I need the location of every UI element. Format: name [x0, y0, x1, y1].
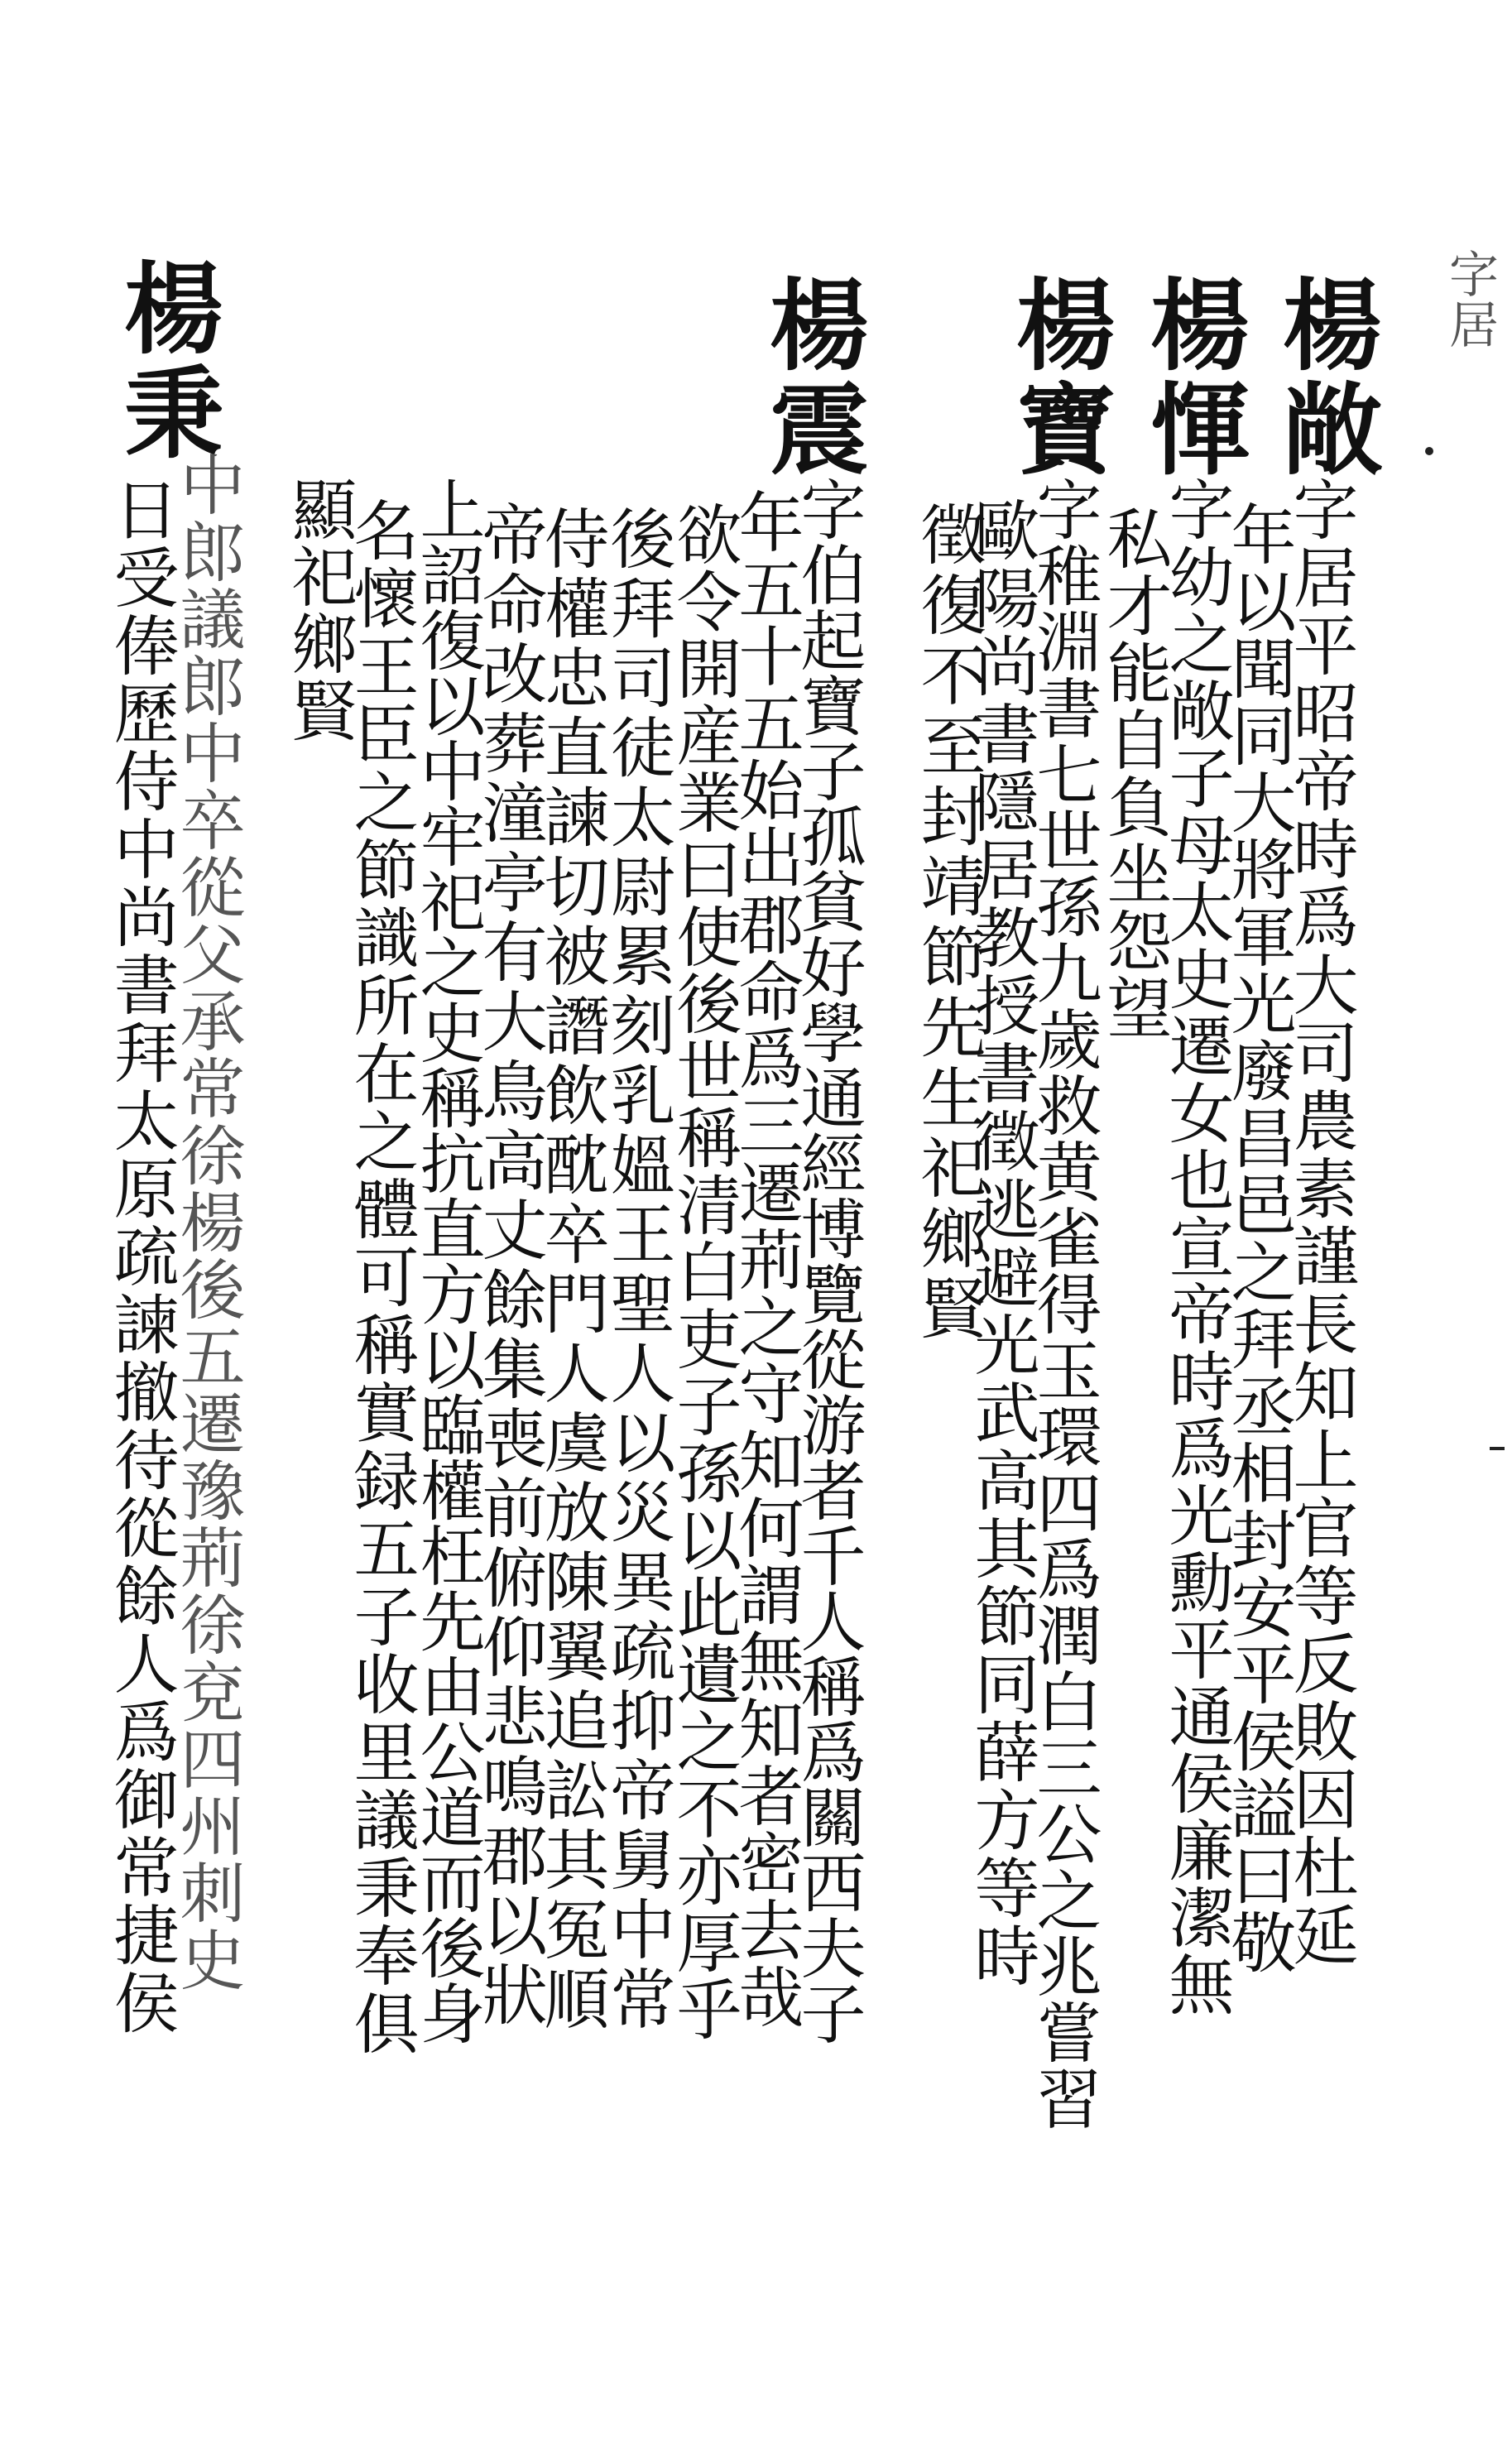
entry-line: 侍權忠直諫切被譖飲酖卒門人虞放陳翼追訟其冤順: [533, 505, 609, 2035]
entry-line: 顯祀鄉賢: [281, 476, 357, 744]
entry-heading-yang-zhen: 楊震: [753, 273, 870, 482]
entry-heading-yang-chang: 楊敞: [1266, 273, 1383, 482]
entry-line: 中郎議郎中卒從父承常徐楊後五遷豫荊徐兗四州刺史: [169, 451, 245, 1993]
entry-heading-yang-bing: 楊秉: [108, 257, 224, 465]
entry-line: 欲令開産業曰使後世稱清白吏子孫以此遺之不亦厚乎: [665, 501, 742, 2043]
entry-line: 後拜司徒太尉累刻乳媼王聖人以災異疏抑帝舅中常: [599, 505, 675, 2035]
entry-line: 歐陽尚書隱居教授書徵逃避光武高其節同薛方等時: [963, 497, 1039, 1990]
entry-heading-yang-bao: 楊寶: [1000, 273, 1116, 482]
entry-line: 年以聞同大將軍光廢昌邑之拜丞相封安平侯謚曰敬: [1220, 501, 1296, 1976]
entry-line: 字伯起寶子孤貧好學通經博覽從游者千人稱爲關西夫子: [790, 476, 866, 2045]
entry-line: 字稚淵書七世孫九歲救黄雀得玉環四爲潤白三公之兆嘗習: [1025, 476, 1102, 2131]
margin-mark-right: [1490, 1447, 1505, 1450]
margin-mark-right-upper: [1425, 447, 1433, 455]
entry-line: 名懷王臣之節識所在之體可稱實録五子收里議秉奉俱: [343, 497, 419, 2058]
entry-line: 年五十五始出郡命爲三遷荊之守知何謂無知者密去哉: [727, 488, 804, 2030]
entry-line: 上詔復以中牢祀之史稱抗直方以臨權枉先由公道而後身: [409, 476, 485, 2045]
entry-line: 日受俸歷侍中尚書拜太原疏諫撤待從餘人爲御常捷侯: [103, 476, 179, 2037]
entry-line: 字幼之敞子母太史遷女也宣帝時爲光勳平通侯廉潔無: [1158, 476, 1234, 2018]
right-edge-fragment: 字居: [1441, 248, 1499, 349]
entry-line: 帝命改葬潼亭有大鳥高丈餘集喪前俯仰悲鳴郡以狀: [471, 501, 547, 2030]
entry-line: 私才能自負坐怨望: [1096, 505, 1172, 1041]
entry-heading-yang-yun: 楊惲: [1134, 273, 1250, 482]
entry-line: 徵復不至封靖節先生祀鄉賢: [910, 501, 986, 1345]
entry-line: 字居平昭帝時爲大司農素謹長知上官等反敗因杜延: [1282, 476, 1358, 1969]
